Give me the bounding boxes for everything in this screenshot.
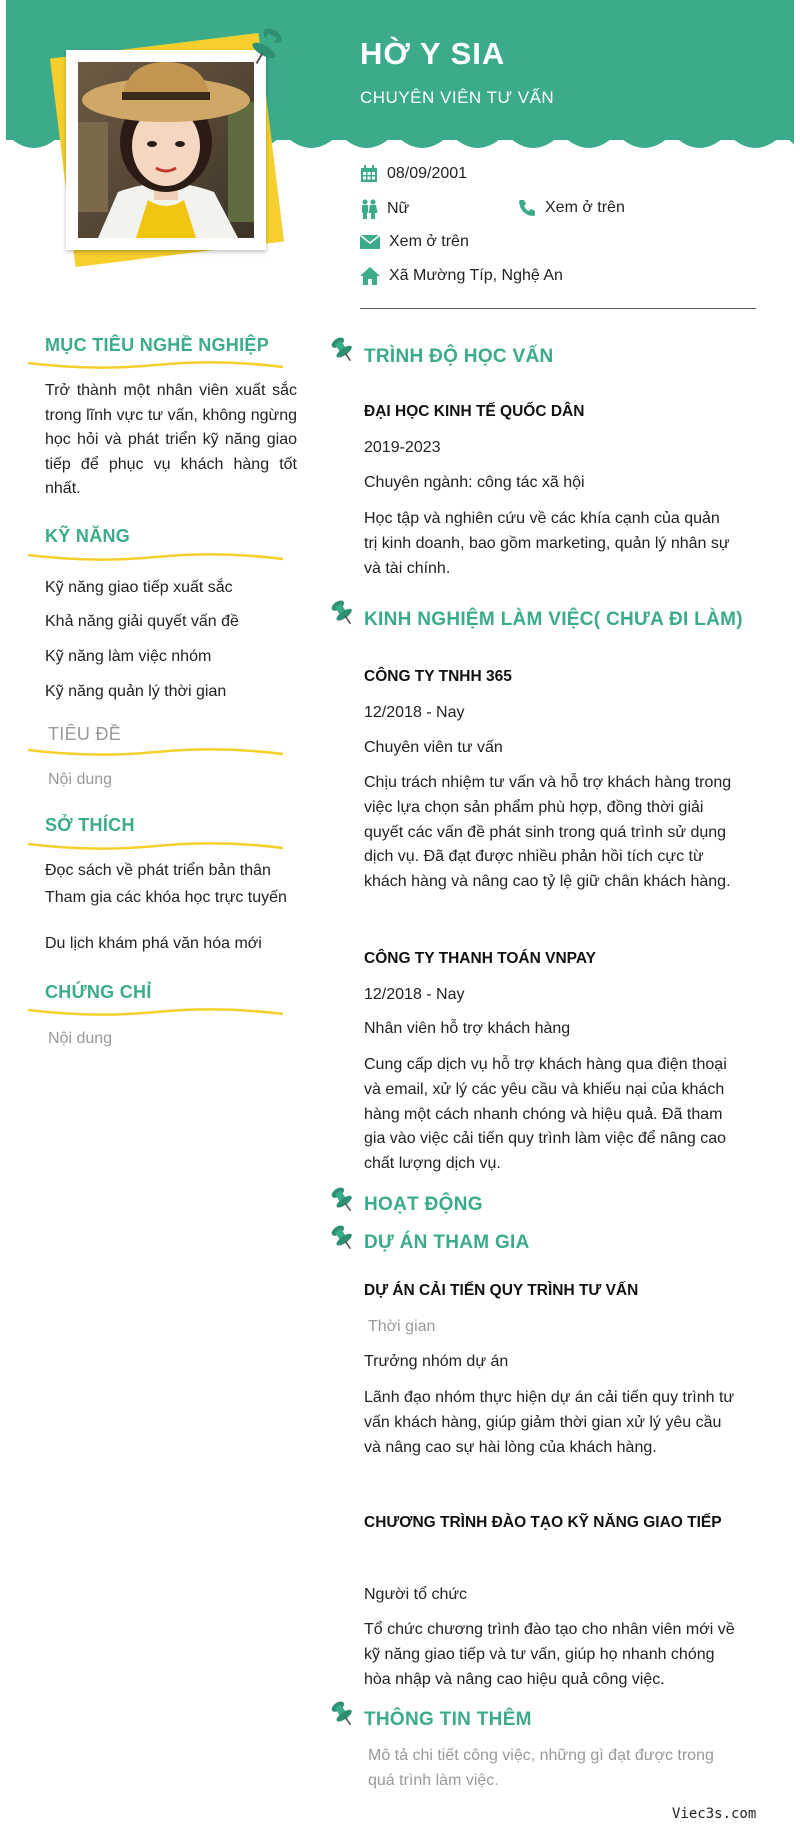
experience-heading: KINH NGHIỆM LÀM VIỆC( CHƯA ĐI LÀM)	[364, 609, 743, 630]
job-period: 12/2018 - Nay	[364, 986, 465, 1003]
candidate-title: CHUYÊN VIÊN TƯ VẤN	[360, 88, 555, 107]
contact-divider	[360, 308, 756, 309]
pin-icon	[330, 336, 356, 364]
heading-underline	[28, 359, 283, 371]
candidate-name: HỜ Y SIA	[360, 36, 506, 71]
certificates-heading: CHỨNG CHỈ	[45, 982, 152, 1002]
pin-icon	[330, 1700, 356, 1728]
heading-underline	[28, 746, 283, 758]
contact-email	[360, 233, 469, 251]
project-name: CHƯƠNG TRÌNH ĐÀO TẠO KỸ NĂNG GIAO TIẾP	[364, 1514, 722, 1531]
pin-icon	[248, 26, 284, 68]
skills-heading: KỸ NĂNG	[45, 526, 131, 546]
additional-heading: THÔNG TIN THÊM	[364, 1709, 532, 1730]
custom-heading[interactable]: TIÊU ĐỀ	[48, 724, 122, 744]
objective-text: Trở thành một nhân viên xuất sắc trong lĩnh vực tư vấn, không ngừng học hỏi và phát triển kỹ năng giao tiếp để phục vụ khách hàng tốt nhất.	[45, 382, 297, 497]
certificates-content[interactable]: Nội dung	[48, 1030, 113, 1047]
custom-content[interactable]: Nội dung	[48, 771, 113, 788]
project-role: Người tổ chức	[364, 1586, 468, 1603]
hobby-item: Tham gia các khóa học trực tuyến	[45, 889, 287, 906]
hobbies-heading: SỞ THÍCH	[45, 815, 135, 835]
project-name: DỰ ÁN CẢI TIẾN QUY TRÌNH TƯ VẤN	[364, 1282, 639, 1299]
home-icon	[360, 267, 380, 285]
education-school: ĐẠI HỌC KINH TẾ QUỐC DÂN	[364, 403, 585, 420]
activities-heading: HOẠT ĐỘNG	[364, 1194, 483, 1215]
birthday-value: 08/09/2001	[387, 165, 468, 182]
contact-address	[360, 267, 563, 285]
objective-heading: MỤC TIÊU NGHỀ NGHIỆP	[45, 335, 270, 355]
gender-value: Nữ	[387, 200, 410, 217]
skill-item: Kỹ năng làm việc nhóm	[45, 648, 212, 665]
hobby-item: Du lịch khám phá văn hóa mới	[45, 935, 262, 952]
education-heading: TRÌNH ĐỘ HỌC VẤN	[364, 346, 554, 367]
watermark: Viec3s.com	[672, 1806, 757, 1822]
skill-item: Kỹ năng giao tiếp xuất sắc	[45, 579, 233, 596]
phone-value[interactable]: Xem ở trên	[545, 199, 625, 216]
address-value: Xã Mường Típ, Nghệ An	[389, 267, 563, 284]
calendar-icon	[360, 165, 378, 183]
heading-underline	[28, 1006, 283, 1018]
email-value[interactable]: Xem ở trên	[389, 233, 469, 250]
project-description: Lãnh đạo nhóm thực hiện dự án cải tiến quy trình tư vấn khách hàng, giúp giảm thời gian xử lý yêu cầu và nâng cao sự hài lòng của khách hàng.	[364, 1389, 735, 1456]
gender-icon	[360, 199, 378, 219]
email-icon	[360, 234, 380, 250]
hobby-item: Đọc sách về phát triển bản thân	[45, 862, 271, 879]
avatar[interactable]	[78, 62, 254, 238]
pin-icon	[330, 599, 356, 627]
job-description: Cung cấp dịch vụ hỗ trợ khách hàng qua điện thoại và email, xử lý các yêu cầu và khiếu nại của khách hàng một cách nhanh chóng và hiệu quả. Đã tham gia vào việc cải tiến quy trình làm việc để nâng cao chất lượng dịch vụ.	[364, 1056, 727, 1173]
job-period: 12/2018 - Nay	[364, 704, 465, 721]
education-major: Chuyên ngành: công tác xã hội	[364, 474, 585, 491]
phone-icon	[518, 199, 536, 217]
job-company: CÔNG TY TNHH 365	[364, 668, 512, 685]
contact-birthday	[360, 165, 467, 183]
project-description: Tổ chức chương trình đào tạo cho nhân viên mới về kỹ năng giao tiếp và tư vấn, giúp họ nhanh chóng hòa nhập và nâng cao hiệu quả công việc.	[364, 1621, 735, 1688]
pin-icon	[330, 1224, 356, 1252]
skill-item: Kỹ năng quản lý thời gian	[45, 683, 227, 700]
profile-photo-block	[52, 30, 292, 270]
projects-heading: DỰ ÁN THAM GIA	[364, 1232, 530, 1253]
job-position: Chuyên viên tư vấn	[364, 739, 503, 756]
heading-underline	[28, 840, 283, 852]
heading-underline	[28, 551, 283, 563]
skill-item: Khả năng giải quyết vấn đề	[45, 613, 239, 630]
pin-icon	[330, 1186, 356, 1214]
contact-gender	[360, 199, 409, 219]
job-position: Nhân viên hỗ trợ khách hàng	[364, 1020, 571, 1037]
education-description: Học tập và nghiên cứu về các khía cạnh của quản trị kinh doanh, bao gồm marketing, quản lý nhân sự và tài chính.	[364, 510, 730, 577]
additional-content[interactable]: Mô tả chi tiết công việc, những gì đạt được trong quá trình làm việc.	[368, 1747, 714, 1789]
project-role: Trưởng nhóm dự án	[364, 1353, 509, 1370]
job-company: CÔNG TY THANH TOÁN VNPAY	[364, 950, 596, 967]
photo-frame	[66, 50, 266, 250]
contact-phone	[518, 199, 625, 217]
job-description: Chịu trách nhiệm tư vấn và hỗ trợ khách hàng trong việc lựa chọn sản phẩm phù hợp, đồng thời giải quyết các vấn đề phát sinh trong quá trình sử dụng dịch vụ. Đã đạt được nhiều phản hồi tích cực từ khách hàng và nâng cao tỷ lệ giữ chân khách hàng.	[364, 774, 732, 891]
project-time[interactable]: Thời gian	[368, 1318, 436, 1335]
education-period: 2019-2023	[364, 439, 441, 456]
